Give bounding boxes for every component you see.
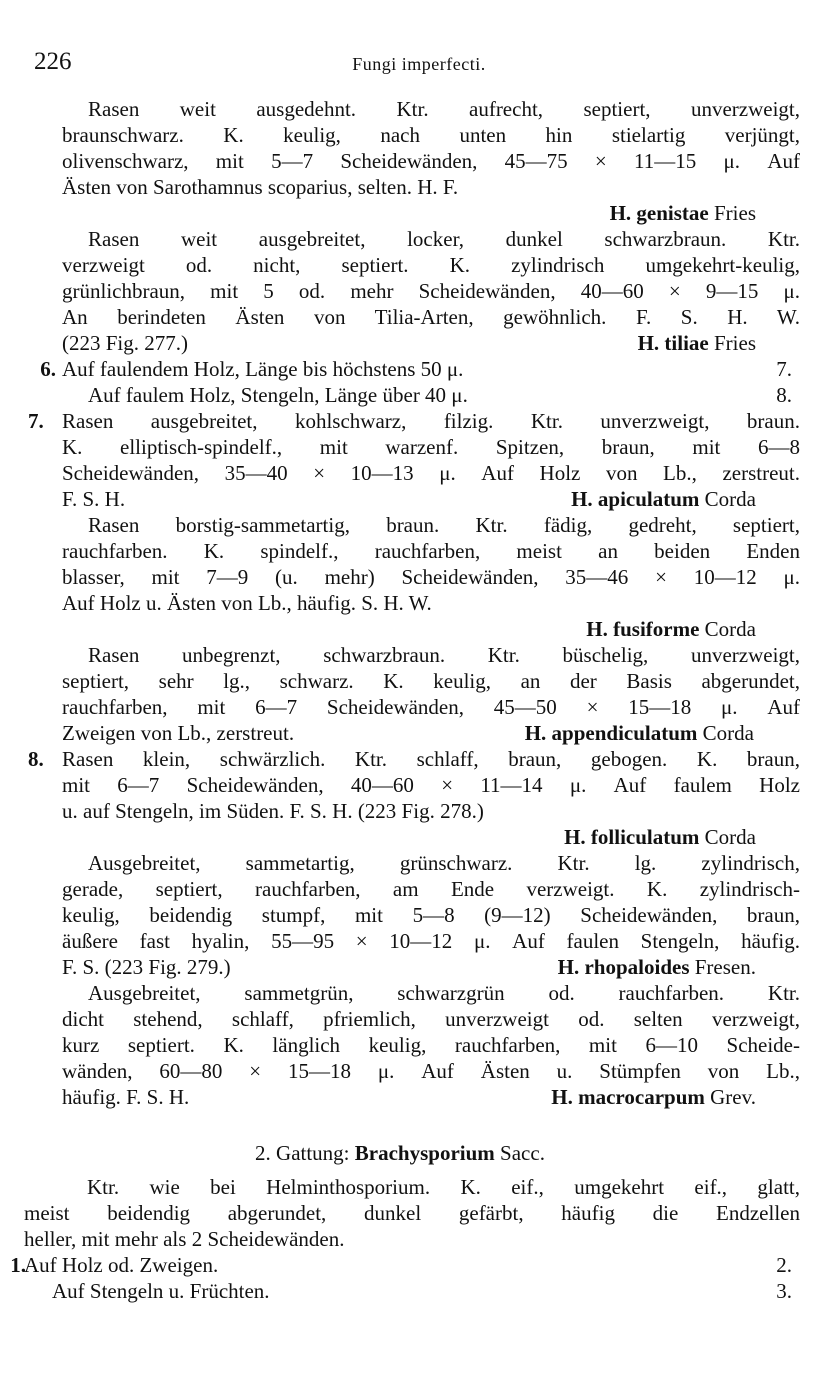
line-text: Auf Holz u. Ästen von Lb., häufig. S. H. W. bbox=[62, 591, 432, 615]
text-line bbox=[24, 1200, 800, 1226]
species-author: Fries bbox=[714, 331, 756, 355]
line-text: (223 Fig. 277.) bbox=[62, 331, 188, 355]
text-line bbox=[60, 1006, 800, 1032]
line-text: Rasen weit ausgedehnt. Ktr. aufrecht, septiert, unverzweigt, bbox=[88, 97, 800, 121]
line-text: rauchfarben, mit 6—7 Scheidewänden, 45—50 × 15—18 μ. Auf bbox=[62, 695, 800, 719]
species-binomial: H. folliculatum bbox=[564, 825, 700, 849]
key-target: 3. bbox=[776, 1279, 792, 1303]
text-line bbox=[60, 1084, 800, 1110]
line-text: K. elliptisch-spindelf., mit warzenf. Spitzen, braun, mit 6—8 bbox=[62, 435, 800, 459]
line-text: heller, mit mehr als 2 Scheidewänden. bbox=[24, 1227, 345, 1251]
key-number: 6. bbox=[40, 357, 56, 381]
line-text: Rasen borstig-sammetartig, braun. Ktr. fädig, gedreht, septiert, bbox=[88, 513, 800, 537]
text-line bbox=[60, 876, 800, 902]
running-title: Fungi imperfecti. bbox=[352, 54, 486, 74]
text-line bbox=[60, 122, 800, 148]
page-body bbox=[10, 96, 800, 1304]
species-author: Corda bbox=[704, 617, 756, 641]
genus-prefix: 2. Gattung: bbox=[255, 1141, 350, 1165]
species-author: Fresen. bbox=[694, 955, 756, 979]
species-author: Fries bbox=[714, 201, 756, 225]
text-line bbox=[60, 590, 800, 616]
text-line bbox=[60, 1174, 800, 1200]
key-number: 7. bbox=[28, 409, 44, 433]
key-target: 2. bbox=[776, 1253, 792, 1277]
text-line bbox=[60, 200, 800, 226]
species-binomial: H. genistae bbox=[609, 201, 709, 225]
line-text: meist beidendig abgerundet, dunkel gefärbt, häufig die Endzellen bbox=[24, 1201, 800, 1225]
text-line bbox=[60, 850, 800, 876]
species-author: Corda bbox=[704, 487, 756, 511]
genus-author: Sacc. bbox=[500, 1141, 545, 1165]
line-text: rauchfarben. K. spindelf., rauchfarben, meist an beiden Enden bbox=[62, 539, 800, 563]
text-line bbox=[60, 174, 800, 200]
text-line bbox=[60, 226, 800, 252]
text-line bbox=[60, 564, 800, 590]
text-line bbox=[60, 668, 800, 694]
page-number: 226 bbox=[34, 48, 72, 75]
line-text: kurz septiert. K. länglich keulig, rauchfarben, mit 6—10 Scheide- bbox=[62, 1033, 800, 1057]
line-text: Zweigen von Lb., zerstreut. bbox=[62, 721, 295, 745]
text-line bbox=[60, 772, 800, 798]
text-line bbox=[60, 824, 800, 850]
text-line bbox=[60, 798, 800, 824]
line-text: grünlichbraun, mit 5 od. mehr Scheidewänden, 40—60 × 9—15 μ. bbox=[62, 279, 800, 303]
line-text: Auf Holz od. Zweigen. bbox=[24, 1253, 219, 1277]
text-line bbox=[28, 746, 800, 772]
line-text: blasser, mit 7—9 (u. mehr) Scheidewänden, 35—46 × 10—12 μ. bbox=[62, 565, 800, 589]
species-binomial: H. rhopaloides bbox=[557, 955, 690, 979]
line-text: Rasen unbegrenzt, schwarzbraun. Ktr. büschelig, unverzweigt, bbox=[88, 643, 800, 667]
text-line bbox=[52, 1278, 800, 1304]
line-text: u. auf Stengeln, im Süden. F. S. H. (223 Fig. 278.) bbox=[62, 799, 484, 823]
line-text: Rasen klein, schwärzlich. Ktr. schlaff, braun, gebogen. K. braun, bbox=[62, 747, 800, 771]
text-line bbox=[10, 1252, 800, 1278]
line-text: Ästen von Sarothamnus scoparius, selten. H. F. bbox=[62, 175, 459, 199]
line-text: dicht stehend, schlaff, pfriemlich, unverzweigt od. selten verzweigt, bbox=[62, 1007, 800, 1031]
line-text: gerade, septiert, rauchfarben, am Ende verzweigt. K. zylindrisch- bbox=[62, 877, 800, 901]
text-line bbox=[60, 96, 800, 122]
text-line bbox=[60, 954, 800, 980]
line-text: Auf Stengeln u. Früchten. bbox=[52, 1279, 270, 1303]
line-text: Auf faulendem Holz, Länge bis höchstens 50 μ. bbox=[62, 357, 464, 381]
key-number: 8. bbox=[28, 747, 44, 771]
key-target: 7. bbox=[776, 357, 792, 381]
line-text: F. S. (223 Fig. 279.) bbox=[62, 955, 231, 979]
text-line bbox=[60, 148, 800, 174]
species-name bbox=[571, 486, 756, 512]
text-line bbox=[60, 980, 800, 1006]
text-line bbox=[60, 278, 800, 304]
text-line bbox=[24, 1226, 800, 1252]
text-line bbox=[60, 928, 800, 954]
line-text: Auf faulem Holz, Stengeln, Länge über 40 μ. bbox=[88, 383, 468, 407]
text-line bbox=[60, 902, 800, 928]
text-line bbox=[40, 356, 800, 382]
text-line bbox=[60, 382, 800, 408]
text-line bbox=[60, 694, 800, 720]
text-line bbox=[60, 330, 800, 356]
species-binomial: H. fusiforme bbox=[586, 617, 700, 641]
text-line bbox=[60, 720, 800, 746]
key-target: 8. bbox=[776, 383, 792, 407]
species-name bbox=[558, 954, 756, 980]
species-binomial: H. apiculatum bbox=[571, 487, 700, 511]
line-text: keulig, beidendig stumpf, mit 5—8 (9—12) Scheidewänden, braun, bbox=[62, 903, 800, 927]
text-line bbox=[60, 616, 800, 642]
line-text: verzweigt od. nicht, septiert. K. zylindrisch umgekehrt-keulig, bbox=[62, 253, 800, 277]
line-text: septiert, sehr lg., schwarz. K. keulig, an der Basis abgerundet, bbox=[62, 669, 800, 693]
line-text: F. S. H. bbox=[62, 487, 126, 511]
page-header bbox=[34, 48, 804, 84]
species-binomial: H. appendiculatum bbox=[524, 721, 698, 745]
line-text: häufig. F. S. H. bbox=[62, 1085, 190, 1109]
line-text: Ausgebreitet, sammetartig, grünschwarz. Ktr. lg. zylindrisch, bbox=[88, 851, 800, 875]
line-text: Rasen weit ausgebreitet, locker, dunkel schwarzbraun. Ktr. bbox=[88, 227, 800, 251]
text-line bbox=[60, 538, 800, 564]
text-line bbox=[60, 460, 800, 486]
key-number: 1. bbox=[10, 1253, 26, 1277]
species-author: Grev. bbox=[710, 1085, 756, 1109]
genus-name: Brachysporium bbox=[354, 1141, 495, 1165]
line-text: Ausgebreitet, sammetgrün, schwarzgrün od. rauchfarben. Ktr. bbox=[88, 981, 800, 1005]
text-line bbox=[60, 642, 800, 668]
line-text: Ktr. wie bei Helminthosporium. K. eif., umgekehrt eif., glatt, bbox=[87, 1175, 800, 1199]
text-line bbox=[60, 304, 800, 330]
species-name bbox=[610, 200, 756, 226]
species-name bbox=[638, 330, 756, 356]
line-text: braunschwarz. K. keulig, nach unten hin stielartig verjüngt, bbox=[62, 123, 800, 147]
genus-heading bbox=[60, 1140, 800, 1166]
line-text: wänden, 60—80 × 15—18 μ. Auf Ästen u. Stümpfen von Lb., bbox=[62, 1059, 800, 1083]
text-line bbox=[60, 486, 800, 512]
text-line bbox=[60, 1032, 800, 1058]
species-author: Corda bbox=[702, 721, 754, 745]
species-binomial: H. macrocarpum bbox=[551, 1085, 705, 1109]
line-text: Rasen ausgebreitet, kohlschwarz, filzig. Ktr. unverzweigt, braun. bbox=[62, 409, 800, 433]
text-line bbox=[60, 434, 800, 460]
species-name bbox=[551, 1084, 756, 1110]
species-binomial: H. tiliae bbox=[637, 331, 709, 355]
section-gap bbox=[60, 1166, 800, 1174]
line-text: olivenschwarz, mit 5—7 Scheidewänden, 45—75 × 11—15 μ. Auf bbox=[62, 149, 800, 173]
species-name bbox=[564, 824, 756, 850]
text-line bbox=[60, 1058, 800, 1084]
text-line bbox=[60, 252, 800, 278]
line-text: An berindeten Ästen von Tilia-Arten, gewöhnlich. F. S. H. W. bbox=[62, 305, 800, 329]
text-line bbox=[28, 408, 800, 434]
line-text: äußere fast hyalin, 55—95 × 10—12 μ. Auf faulen Stengeln, häufig. bbox=[62, 929, 800, 953]
species-author: Corda bbox=[704, 825, 756, 849]
line-text: Scheidewänden, 35—40 × 10—13 μ. Auf Holz von Lb., zerstreut. bbox=[62, 461, 800, 485]
line-text: mit 6—7 Scheidewänden, 40—60 × 11—14 μ. Auf faulem Holz bbox=[62, 773, 800, 797]
section-gap bbox=[60, 1110, 800, 1140]
species-name bbox=[525, 720, 754, 746]
text-line bbox=[60, 512, 800, 538]
species-name bbox=[586, 616, 756, 642]
